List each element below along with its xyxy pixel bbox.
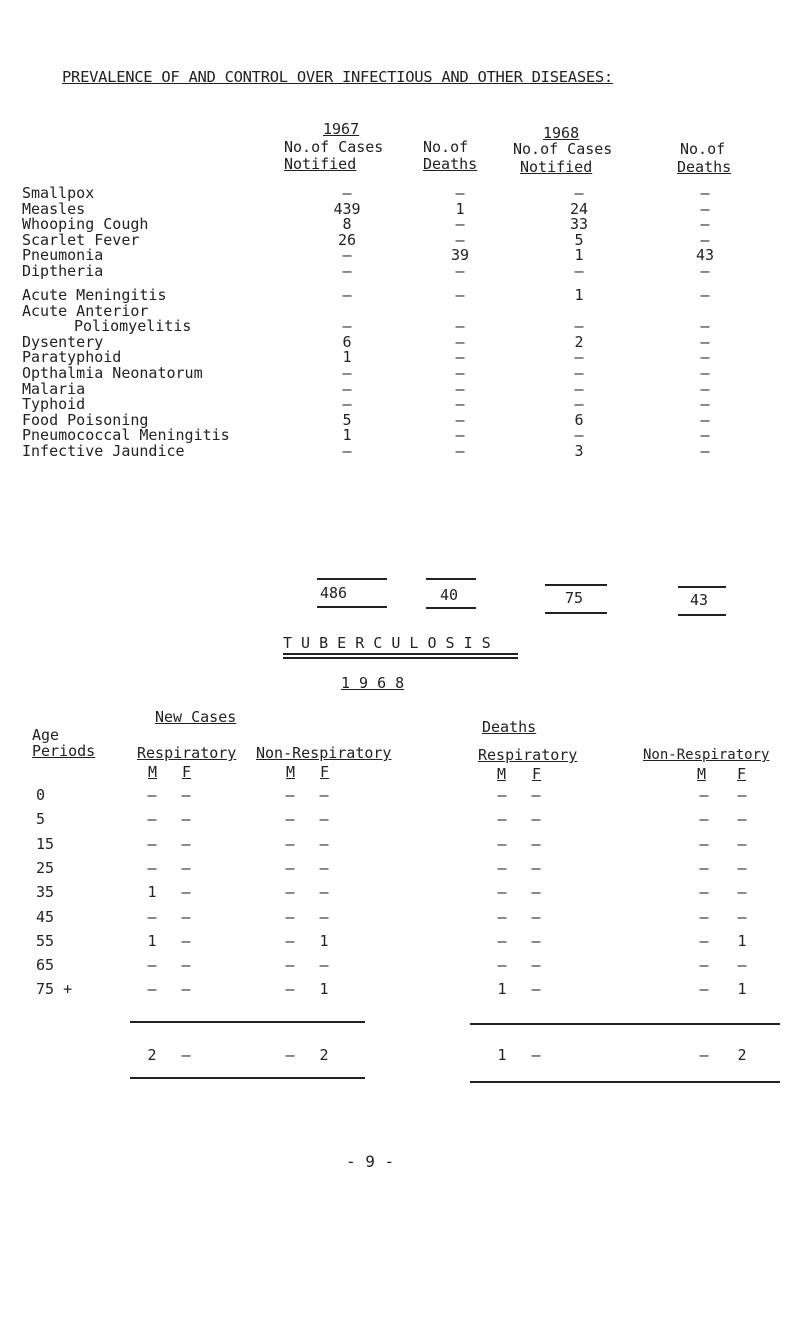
cases-1967: – (342, 262, 352, 280)
deaths-1967: – (455, 332, 465, 351)
tb-nc-resp-m: – (147, 980, 157, 999)
deaths-1967: 39 (450, 246, 470, 265)
disease-name: Food Poisoning (22, 410, 149, 429)
tb-nc-nonresp-f: – (319, 883, 329, 902)
tb-d-resp-m: 1 (497, 980, 507, 999)
deaths-1967: – (455, 215, 465, 234)
cases-subheader-1967: Notified (284, 155, 357, 173)
tb-age: 45 (36, 907, 55, 926)
deaths-1968: – (700, 348, 710, 367)
disease-row (22, 186, 782, 202)
cases-1967: 6 (342, 332, 352, 351)
tb-d-r-f: F (532, 765, 542, 783)
tb-nc-r-m: M (148, 763, 158, 781)
disease-row (22, 366, 782, 382)
tb-d-resp-f: – (531, 858, 541, 877)
cases-1967: 5 (342, 410, 352, 429)
tb-title-rule (283, 657, 518, 659)
tb-nc-resp-f-total: – (181, 1046, 191, 1064)
cases-1967: – (342, 184, 352, 202)
tb-age: 5 (36, 810, 46, 829)
cases-1968: 6 (574, 410, 584, 429)
tb-row (0, 812, 800, 830)
cases-1968: – (574, 184, 584, 202)
tb-d-nonresp-m: – (699, 931, 709, 950)
cases-1968: – (574, 348, 584, 367)
tb-total-rule (470, 1023, 780, 1025)
cases-1967: 439 (333, 199, 361, 218)
tb-nc-resp-m: – (147, 810, 157, 829)
tb-nc-nonresp-m: – (285, 956, 295, 975)
tb-nc-nonresp-m: – (285, 980, 295, 999)
tb-d-resp-m-total: 1 (497, 1046, 507, 1064)
year-1967: 1967 (323, 120, 360, 138)
page-number: - 9 - (346, 1152, 395, 1171)
deaths-1967: – (455, 379, 465, 398)
deaths-1968: – (700, 364, 710, 382)
deaths-header-1968: No.of (680, 140, 726, 158)
tb-d-nonresp-m: – (699, 907, 709, 926)
page-title: PREVALENCE OF AND CONTROL OVER INFECTIOUS AND OTHER DISEASES: (62, 68, 613, 86)
cases-1968: – (574, 395, 584, 414)
tb-d-resp-f-total: – (531, 1046, 541, 1064)
tb-nc-resp-f: – (181, 858, 191, 877)
tb-nc-nonresp-f: 1 (319, 980, 329, 999)
disease-name: Scarlet Fever (22, 230, 140, 249)
total-rule (678, 586, 726, 588)
tb-nc-r-f: F (182, 763, 192, 781)
tb-nc-nonresp-m: – (285, 858, 295, 877)
cases-1968: 33 (569, 215, 589, 234)
tb-d-nonresp-f: 1 (737, 980, 747, 999)
deaths-1968: – (700, 426, 710, 445)
tb-d-nonresp-f-total: 2 (737, 1046, 747, 1064)
tb-d-nonresp-f: – (737, 834, 747, 853)
tb-age: 65 (36, 956, 55, 975)
deaths-1968: – (700, 199, 710, 218)
tb-nc-respiratory: Respiratory (137, 744, 237, 762)
cases-1968: – (574, 426, 584, 445)
deaths-1968: – (700, 410, 710, 429)
disease-row (22, 332, 782, 351)
tb-d-r-m: M (497, 765, 507, 783)
cases-1968: 5 (574, 230, 584, 249)
deaths-1968: – (700, 286, 710, 304)
disease-name: Pneumococcal Meningitis (22, 426, 230, 445)
tb-row (0, 858, 800, 879)
disease-row (22, 230, 782, 249)
tb-d-n-m: M (697, 765, 707, 783)
tb-age: 0 (36, 786, 46, 804)
deaths-1967: – (455, 410, 465, 429)
tb-d-nonresp-m: – (699, 834, 709, 853)
total-rule (317, 578, 387, 580)
disease-row (22, 444, 782, 460)
deaths-1967: – (455, 395, 465, 414)
total-deaths-1967: 40 (440, 586, 459, 604)
tb-nc-n-f: F (320, 763, 330, 781)
cases-1967: – (342, 364, 352, 382)
deaths-header-1967: No.of (423, 138, 469, 156)
tb-nc-resp-f: – (181, 810, 191, 829)
disease-row (22, 319, 782, 335)
tb-nc-resp-f: – (181, 931, 191, 950)
disease-name: Diptheria (22, 262, 104, 280)
tb-nc-nonresp-m: – (285, 810, 295, 829)
tb-nc-n-m: M (286, 763, 296, 781)
total-rule (678, 614, 726, 616)
tb-d-resp-f: – (531, 810, 541, 829)
cases-1968: – (574, 379, 584, 398)
tb-d-resp-m: – (497, 858, 507, 877)
tb-d-nonresp-m: – (699, 980, 709, 999)
tb-row (0, 931, 800, 952)
tb-nc-nonresp-f: – (319, 786, 329, 804)
cases-1967: – (342, 246, 352, 265)
tb-total-rule (130, 1021, 365, 1023)
tb-d-n-f: F (737, 765, 747, 783)
cases-1968: 3 (574, 442, 584, 460)
tb-d-nonresp-m: – (699, 858, 709, 877)
cases-1968: 2 (574, 332, 584, 351)
tb-d-nonresp-m-total: – (699, 1046, 709, 1064)
cases-1967: 1 (342, 348, 352, 367)
tb-nc-resp-f: – (181, 883, 191, 902)
tb-d-resp-m: – (497, 883, 507, 902)
tb-new-cases-header: New Cases (155, 708, 237, 726)
tb-d-resp-f: – (531, 907, 541, 926)
cases-header-1967: No.of Cases (284, 138, 384, 156)
deaths-1968: – (700, 262, 710, 280)
deaths-1967: – (455, 364, 465, 382)
deaths-1968: – (700, 230, 710, 249)
tb-d-resp-f: – (531, 834, 541, 853)
disease-row (22, 379, 782, 398)
tb-title: T U B E R C U L O S I S (283, 634, 491, 652)
tb-d-resp-m: – (497, 810, 507, 829)
disease-name: Opthalmia Neonatorum (22, 364, 203, 382)
tb-deaths-header: Deaths (482, 718, 537, 736)
tb-d-resp-f: – (531, 883, 541, 902)
deaths-1968: – (700, 379, 710, 398)
deaths-1968: – (700, 395, 710, 414)
year-1968: 1968 (543, 124, 580, 142)
tb-nc-resp-m: – (147, 858, 157, 877)
tb-d-nonresp-f: – (737, 786, 747, 804)
tb-d-resp-m: – (497, 834, 507, 853)
tb-total-rule (470, 1081, 780, 1083)
tb-row (0, 885, 800, 903)
tb-nc-resp-f: – (181, 834, 191, 853)
tb-d-nonresp-f: – (737, 810, 747, 829)
tb-nc-nonresp-m-total: – (285, 1046, 295, 1064)
deaths-1967: – (455, 286, 465, 304)
cases-1967: 26 (337, 230, 357, 249)
deaths-1968: 43 (695, 246, 715, 265)
tb-nc-nonresp-f-total: 2 (319, 1046, 329, 1064)
tb-nc-nonresp-m: – (285, 834, 295, 853)
tb-d-nonresp-m: – (699, 810, 709, 829)
deaths-1968: – (700, 215, 710, 234)
total-rule (426, 607, 476, 609)
disease-name: Smallpox (22, 184, 95, 202)
total-deaths-1968: 43 (690, 591, 709, 609)
tb-d-nonresp-f: – (737, 956, 747, 975)
cases-1968: – (574, 364, 584, 382)
tb-age: 75 + (36, 980, 73, 999)
tb-d-nonresp-f: – (737, 858, 747, 877)
tb-nc-resp-f: – (181, 786, 191, 804)
disease-name: Acute Anterior (22, 301, 149, 320)
tb-d-resp-m: – (497, 956, 507, 975)
deaths-1967: – (455, 348, 465, 367)
deaths-subheader-1967: Deaths (423, 155, 478, 173)
tb-nc-nonresp-m: – (285, 883, 295, 902)
cases-1967: – (342, 317, 352, 336)
tb-d-nonresp-m: – (699, 786, 709, 804)
tb-d-nonresp-f: – (737, 907, 747, 926)
deaths-1967: – (455, 230, 465, 249)
deaths-1967: – (455, 184, 465, 202)
cases-1967: 8 (342, 215, 352, 234)
cases-1968: – (574, 262, 584, 280)
tb-age: 25 (36, 858, 55, 877)
total-cases-1967: 486 (320, 584, 348, 602)
deaths-1968: – (700, 317, 710, 336)
cases-1967: – (342, 395, 352, 414)
tb-nc-nonresp-f: – (319, 907, 329, 926)
tb-d-nonresp-m: – (699, 883, 709, 902)
deaths-1968: – (700, 332, 710, 351)
tb-d-resp-m: – (497, 907, 507, 926)
disease-name: Paratyphoid (22, 348, 122, 367)
cases-1967: 1 (342, 426, 352, 445)
tb-nc-nonresp-f: – (319, 956, 329, 975)
total-rule (545, 584, 607, 586)
cases-1967: – (342, 379, 352, 398)
tb-d-resp-f: – (531, 980, 541, 999)
tb-nc-nonresp-f: – (319, 810, 329, 829)
tb-d-non-respiratory: Non-Respiratory (643, 747, 770, 763)
deaths-1967: – (455, 426, 465, 445)
tb-nc-nonresp-m: – (285, 907, 295, 926)
tb-row (0, 907, 800, 928)
tb-year: 1 9 6 8 (341, 674, 405, 692)
tb-row (0, 958, 800, 976)
cases-1967: – (342, 442, 352, 460)
tb-age: 55 (36, 931, 55, 950)
tb-periods-label: Periods (32, 742, 96, 760)
deaths-1968: – (700, 184, 710, 202)
tb-d-resp-m: – (497, 931, 507, 950)
tb-d-nonresp-f: – (737, 883, 747, 902)
tb-nc-resp-f: – (181, 956, 191, 975)
cases-1968: 24 (569, 199, 589, 218)
tb-nc-nonresp-f: – (319, 834, 329, 853)
disease-name: Measles (22, 199, 86, 218)
tb-nc-nonresp-f: – (319, 858, 329, 877)
tb-d-resp-m: – (497, 786, 507, 804)
disease-name: Typhoid (22, 395, 86, 414)
cases-1967: – (342, 286, 352, 304)
total-rule (426, 578, 476, 580)
tb-d-nonresp-m: – (699, 956, 709, 975)
disease-row (22, 264, 782, 280)
tb-nc-resp-f: – (181, 980, 191, 999)
tb-d-respiratory: Respiratory (478, 746, 578, 764)
cases-1968: 1 (574, 286, 584, 304)
cases-header-1968: No.of Cases (513, 140, 613, 158)
tb-age: 15 (36, 834, 55, 853)
tb-nc-resp-m: 1 (147, 931, 157, 950)
total-rule (545, 612, 607, 614)
disease-name: Poliomyelitis (74, 317, 192, 336)
total-rule (317, 606, 387, 608)
deaths-1967: – (455, 262, 465, 280)
deaths-subheader-1968: Deaths (677, 158, 732, 176)
cases-1968: 1 (574, 246, 584, 265)
tb-nc-nonresp-m: – (285, 931, 295, 950)
disease-name: Acute Meningitis (22, 286, 167, 304)
disease-name: Malaria (22, 379, 86, 398)
disease-name: Whooping Cough (22, 215, 149, 234)
tb-totals-row (0, 1048, 800, 1068)
deaths-1967: – (455, 317, 465, 336)
deaths-1968: – (700, 442, 710, 460)
tb-title-rule (283, 653, 518, 655)
tb-row (0, 788, 800, 806)
tb-nc-resp-m: 1 (147, 883, 157, 902)
tb-total-rule (130, 1077, 365, 1079)
tb-row (0, 834, 800, 855)
deaths-1967: 1 (455, 199, 465, 218)
tb-d-nonresp-f: 1 (737, 931, 747, 950)
disease-name: Pneumonia (22, 246, 104, 265)
disease-name: Dysentery (22, 332, 104, 351)
cases-1968: – (574, 317, 584, 336)
tb-nc-resp-m: – (147, 834, 157, 853)
tb-nc-resp-m: – (147, 956, 157, 975)
tb-d-resp-f: – (531, 786, 541, 804)
tb-d-resp-f: – (531, 956, 541, 975)
tb-nc-resp-m: – (147, 907, 157, 926)
tb-age: 35 (36, 883, 55, 902)
total-cases-1968: 75 (565, 589, 584, 607)
tb-nc-nonresp-f: 1 (319, 931, 329, 950)
tb-nc-resp-f: – (181, 907, 191, 926)
tb-nc-non-respiratory: Non-Respiratory (256, 744, 392, 762)
tb-d-resp-f: – (531, 931, 541, 950)
disease-name: Infective Jaundice (22, 442, 185, 460)
disease-row (22, 248, 782, 264)
deaths-1967: – (455, 442, 465, 460)
tb-nc-resp-m: – (147, 786, 157, 804)
tb-row (0, 982, 800, 1000)
tb-nc-resp-m-total: 2 (147, 1046, 157, 1064)
tb-nc-nonresp-m: – (285, 786, 295, 804)
tb-age-label: Age (32, 726, 60, 744)
cases-subheader-1968: Notified (520, 158, 593, 176)
